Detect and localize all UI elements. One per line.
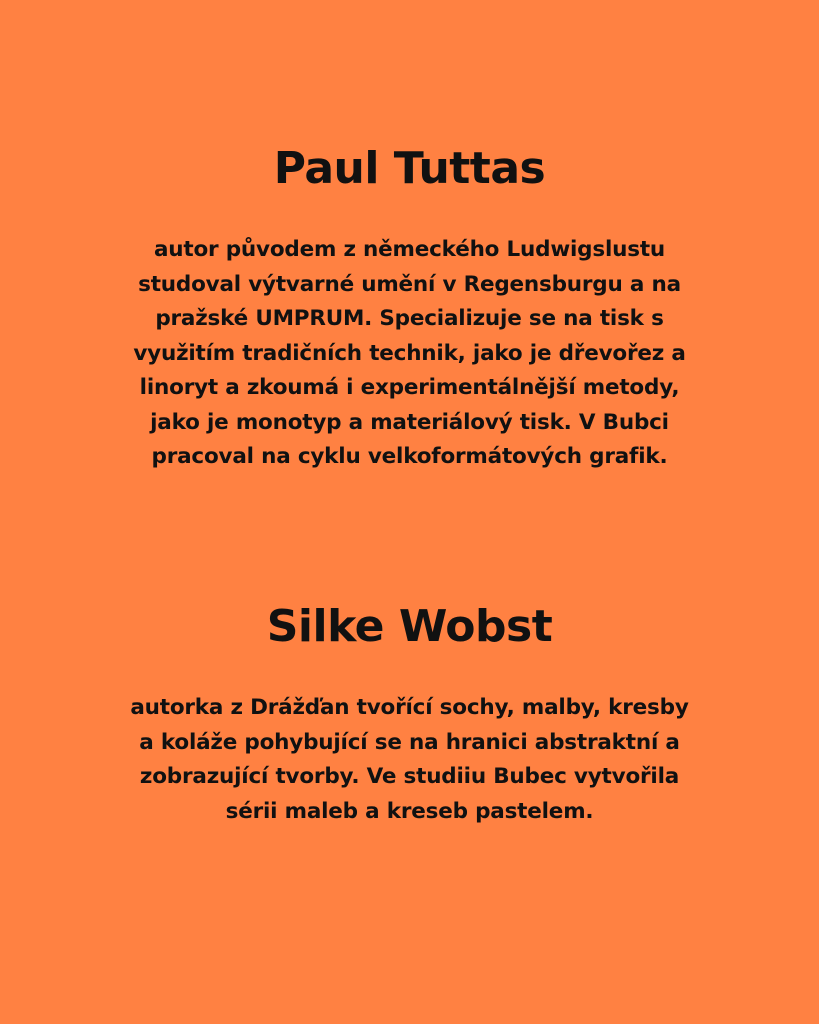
bio-line: linoryt a zkoumá i experimentálnější metody, — [139, 375, 680, 400]
bio-line: pracoval na cyklu velkoformátových grafik. — [151, 444, 668, 469]
artist-bio — [60, 233, 760, 475]
artist-name: Paul Tuttas — [273, 143, 546, 194]
artist-bio — [60, 691, 760, 829]
bio-line: studoval výtvarné umění v Regensburgu a na — [138, 271, 681, 297]
bio-line: autor původem z německého Ludwigslustu — [153, 237, 666, 262]
artist-section-silke-wobst — [0, 598, 819, 829]
bio-line: pražské UMPRUM. Specializuje se na tisk s — [155, 306, 664, 331]
bio-line: sérii maleb a kreseb pastelem. — [225, 798, 594, 824]
artist-section-paul-tuttas — [0, 140, 819, 475]
artist-name: Silke Wobst — [266, 601, 553, 652]
bio-line: autorka z Drážďan tvořící sochy, malby, kresby — [130, 695, 689, 720]
bio-line: a koláže pohybující se na hranici abstraktní a — [139, 729, 680, 755]
bio-line: zobrazující tvorby. Ve studiiu Bubec vytvořila — [139, 764, 680, 789]
bio-line: využitím tradičních technik, jako je dřevořez a — [133, 340, 686, 366]
bio-line: jako je monotyp a materiálový tisk. V Bubci — [150, 409, 669, 435]
